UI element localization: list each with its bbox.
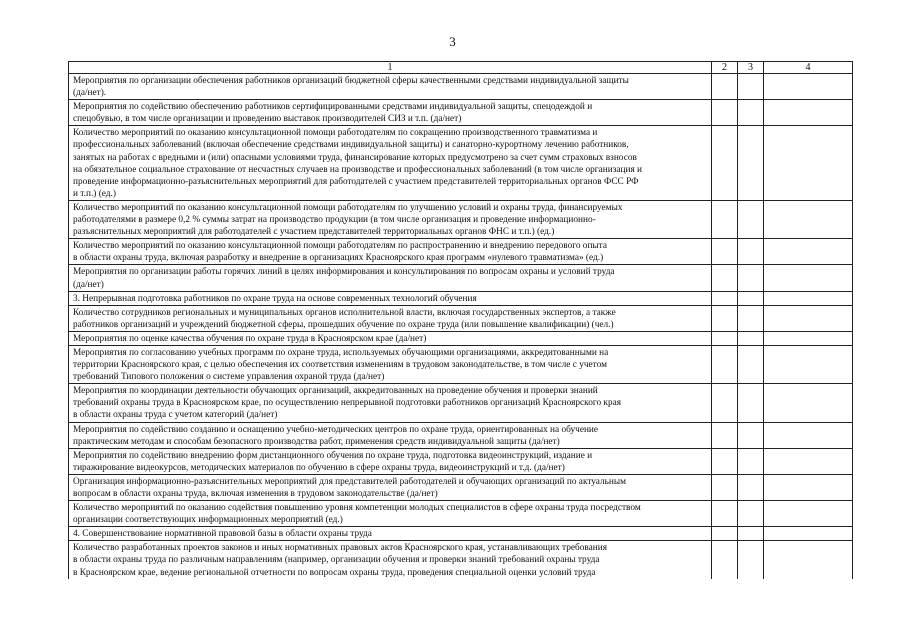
value-col-2-cell	[712, 501, 738, 527]
value-col-3-cell	[738, 448, 764, 474]
value-col-2-cell	[712, 474, 738, 500]
indicator-text-line: профессиональных заболеваний (включая обеспечение средствами индивидуальной защиты) и санаторно-курортному лечению работников,	[73, 140, 629, 151]
value-col-3-cell	[738, 200, 764, 238]
value-col-4-cell	[764, 474, 853, 500]
indicator-text-line: Количество разработанных проектов законов и иных нормативных правовых актов Красноярского края, устанавливающих требования	[73, 543, 607, 554]
indicator-text-line: требований Типового положения о системе управления охраной труда (да/нет)	[73, 372, 385, 383]
indicators-table	[68, 61, 853, 579]
value-col-4-cell	[764, 527, 853, 541]
value-col-2-cell	[712, 126, 738, 201]
indicator-text-line: (да/нет).	[73, 88, 107, 99]
indicator-name-cell	[69, 501, 712, 527]
value-col-3-cell	[738, 331, 764, 345]
indicator-text-line: 4. Совершенствование нормативной правовой базы в области охраны труда	[73, 529, 372, 540]
indicator-text-line: спецобувью, в том числе организации и проведению выставок производителей СИЗ и т.п. (да/нет)	[73, 114, 462, 125]
indicator-text-line: Количество мероприятий по оказанию содействия повышению уровня компетенции молодых специалистов в сфере охраны труда посредством	[73, 503, 641, 514]
table-row	[69, 239, 853, 265]
indicator-name-cell	[69, 126, 712, 201]
indicator-name-cell	[69, 422, 712, 448]
indicator-text-line: Мероприятия по организации обеспечения работников организаций бюджетной сферы качественными средствами индивидуальной защиты	[73, 76, 629, 86]
value-col-3-cell	[738, 501, 764, 527]
header-col-1: 1	[69, 62, 712, 74]
indicator-text-line: Мероприятия по содействию созданию и оснащению учебно-методических центров по охране труда, ориентированных на обучение	[73, 424, 599, 435]
indicator-text-line: в области охраны труда с учетом категорий (да/нет)	[73, 410, 278, 421]
value-col-4-cell	[764, 305, 853, 331]
value-col-2-cell	[712, 422, 738, 448]
value-col-3-cell	[738, 100, 764, 126]
table-row	[69, 305, 853, 331]
indicator-name-cell	[69, 265, 712, 291]
value-col-3-cell	[738, 291, 764, 305]
value-col-2-cell	[712, 305, 738, 331]
section-heading-row	[69, 527, 853, 541]
value-col-2-cell	[712, 291, 738, 305]
header-col-4: 4	[764, 62, 853, 74]
value-col-2-cell	[712, 331, 738, 345]
indicator-text-line: Мероприятия по содействию внедрению форм дистанционного обучения по охране труда, подготовка видеоинструкций, издание и	[73, 450, 593, 461]
value-col-4-cell	[764, 100, 853, 126]
value-col-2-cell	[712, 527, 738, 541]
value-col-2-cell	[712, 239, 738, 265]
indicator-name-cell	[69, 541, 712, 579]
value-col-4-cell	[764, 331, 853, 345]
value-col-4-cell	[764, 501, 853, 527]
value-col-4-cell	[764, 265, 853, 291]
header-col-2: 2	[712, 62, 738, 74]
indicator-text-line: 3. Непрерывная подготовка работников по охране труда на основе современных технологий обучения	[73, 293, 477, 304]
table-row	[69, 200, 853, 238]
indicator-name-cell	[69, 305, 712, 331]
value-col-4-cell	[764, 345, 853, 383]
indicator-text-line: работодателями в размере 0,2 % суммы затрат на производство продукции (в том числе организация и проведение информационно-	[73, 215, 596, 226]
indicator-text-line: и т.п.) (ед.)	[73, 188, 116, 199]
value-col-4-cell	[764, 291, 853, 305]
indicator-text-line: Количество мероприятий по оказанию консультационной помощи работодателям по распространению и внедрению передового опыта	[73, 241, 607, 252]
indicator-text-line: разъяснительных мероприятий для работодателей с участием представителей территориальных органов ФНС и т.п.) (ед.)	[73, 227, 555, 238]
indicator-name-cell	[69, 100, 712, 126]
value-col-3-cell	[738, 239, 764, 265]
indicator-name-cell	[69, 345, 712, 383]
indicator-text-line: организации соответствующих информационных мероприятий (ед.)	[73, 515, 343, 526]
header-col-3: 3	[738, 62, 764, 74]
page-number: 3	[449, 34, 456, 49]
indicator-text-line: в Красноярском крае, ведение региональной отчетности по вопросам охраны труда, проведения специальной оценки условий труда	[73, 567, 596, 578]
table-row	[69, 331, 853, 345]
value-col-3-cell	[738, 345, 764, 383]
table-row	[69, 345, 853, 383]
table-row	[69, 265, 853, 291]
value-col-4-cell	[764, 74, 853, 100]
indicator-text-line: на обязательное социальное страхование от несчастных случаев на производстве и профессиональных заболеваний (в том числе организация и	[73, 164, 643, 175]
indicator-text-line: Организация информационно-разъяснительных мероприятий для представителей работодателей и обучающих организаций по актуальным	[73, 476, 626, 487]
value-col-3-cell	[738, 265, 764, 291]
indicator-text-line: территории Красноярского края, с целью обеспечения их соответствия изменениям в трудовом законодательстве, в том числе с учетом	[73, 360, 607, 371]
value-col-2-cell	[712, 345, 738, 383]
table-row	[69, 384, 853, 422]
indicators-table-body	[69, 62, 853, 579]
indicator-name-cell	[69, 74, 712, 100]
indicator-name-cell	[69, 384, 712, 422]
value-col-3-cell	[738, 305, 764, 331]
indicator-name-cell	[69, 474, 712, 500]
indicator-text-line: Количество мероприятий по оказанию консультационной помощи работодателям по сокращению производственного травматизма и	[73, 128, 598, 139]
section-heading-cell	[69, 291, 712, 305]
value-col-3-cell	[738, 384, 764, 422]
table-row	[69, 474, 853, 500]
value-col-4-cell	[764, 448, 853, 474]
indicator-text-line: вопросам в области охраны труда, включая изменения в трудовом законодательстве (да/нет)	[73, 489, 438, 499]
table-row	[69, 126, 853, 201]
indicator-text-line: Мероприятия по организации работы горячих линий в целях информирования и консультирования по вопросам охраны и условий труда	[73, 267, 615, 278]
section-heading-row	[69, 291, 853, 305]
value-col-2-cell	[712, 448, 738, 474]
value-col-2-cell	[712, 384, 738, 422]
indicator-name-cell	[69, 239, 712, 265]
table-row	[69, 501, 853, 527]
value-col-4-cell	[764, 200, 853, 238]
table-row	[69, 541, 853, 579]
indicator-text-line: Количество мероприятий по оказанию консультационной помощи работодателям по улучшению условий и охраны труда, финансируемых	[73, 202, 623, 213]
table-row	[69, 422, 853, 448]
value-col-2-cell	[712, 74, 738, 100]
table-header-row	[69, 62, 853, 74]
value-col-4-cell	[764, 384, 853, 422]
indicator-text-line: требований охраны труда в Красноярском крае, по осуществлению непрерывной подготовки работников организаций Красноярского края	[73, 398, 621, 409]
value-col-2-cell	[712, 541, 738, 579]
section-heading-cell	[69, 527, 712, 541]
indicator-text-line: тиражирование видеокурсов, методических материалов по обучению в сфере охраны труда, видеоинструкций и т.д. (да/нет)	[73, 462, 565, 473]
value-col-4-cell	[764, 422, 853, 448]
value-col-3-cell	[738, 541, 764, 579]
indicator-text-line: в области охраны труда по различным направлениям (например, организации обучения и проверки знаний требований охраны труда	[73, 555, 600, 566]
indicator-text-line: Мероприятия по координации деятельности обучающих организаций, аккредитованных на проведение обучения и проверки знаний	[73, 386, 598, 397]
indicator-text-line: Мероприятия по оценке качества обучения по охране труда в Красноярском крае (да/нет)	[73, 333, 427, 344]
indicator-text-line: Мероприятия по согласованию учебных программ по охране труда, используемых обучающими организациями, аккредитованными на	[73, 347, 609, 358]
value-col-4-cell	[764, 541, 853, 579]
table-row	[69, 74, 853, 100]
value-col-3-cell	[738, 422, 764, 448]
indicator-text-line: работников организаций и учреждений бюджетной сферы, прошедших обучение по охране труда (или повышение квалификации) (чел.)	[73, 319, 614, 330]
value-col-3-cell	[738, 527, 764, 541]
value-col-3-cell	[738, 474, 764, 500]
indicator-text-line: занятых на работах с вредными и (или) опасными условиями труда, финансирование которых предусмотрено за счет сумм страховых взносов	[73, 152, 637, 163]
indicator-text-line: Мероприятия по содействию обеспечению работников сертифицированными средствами индивидуальной защиты, спецодеждой и	[73, 102, 593, 113]
indicator-name-cell	[69, 200, 712, 238]
value-col-4-cell	[764, 239, 853, 265]
value-col-3-cell	[738, 126, 764, 201]
table-row	[69, 100, 853, 126]
value-col-2-cell	[712, 200, 738, 238]
table-row	[69, 448, 853, 474]
value-col-4-cell	[764, 126, 853, 201]
value-col-2-cell	[712, 265, 738, 291]
indicator-text-line: Количество сотрудников региональных и муниципальных органов исполнительной власти, включая государственных экспертов, а также	[73, 307, 616, 318]
indicator-text-line: в области охраны труда, включая разработку и внедрение в организациях Красноярского края программ «нулевого травматизма» (ед.)	[73, 253, 604, 264]
value-col-2-cell	[712, 100, 738, 126]
value-col-3-cell	[738, 74, 764, 100]
indicator-text-line: (да/нет)	[73, 279, 104, 290]
indicator-name-cell	[69, 331, 712, 345]
indicator-text-line: проведение информационно-разъяснительных мероприятий для работодателей с участием представителей территориальных органов ФСС РФ	[73, 176, 639, 187]
indicator-text-line: практическим методам и способам безопасного производства работ, применения средств индивидуальной защиты (да/нет)	[73, 436, 560, 447]
indicator-name-cell	[69, 448, 712, 474]
